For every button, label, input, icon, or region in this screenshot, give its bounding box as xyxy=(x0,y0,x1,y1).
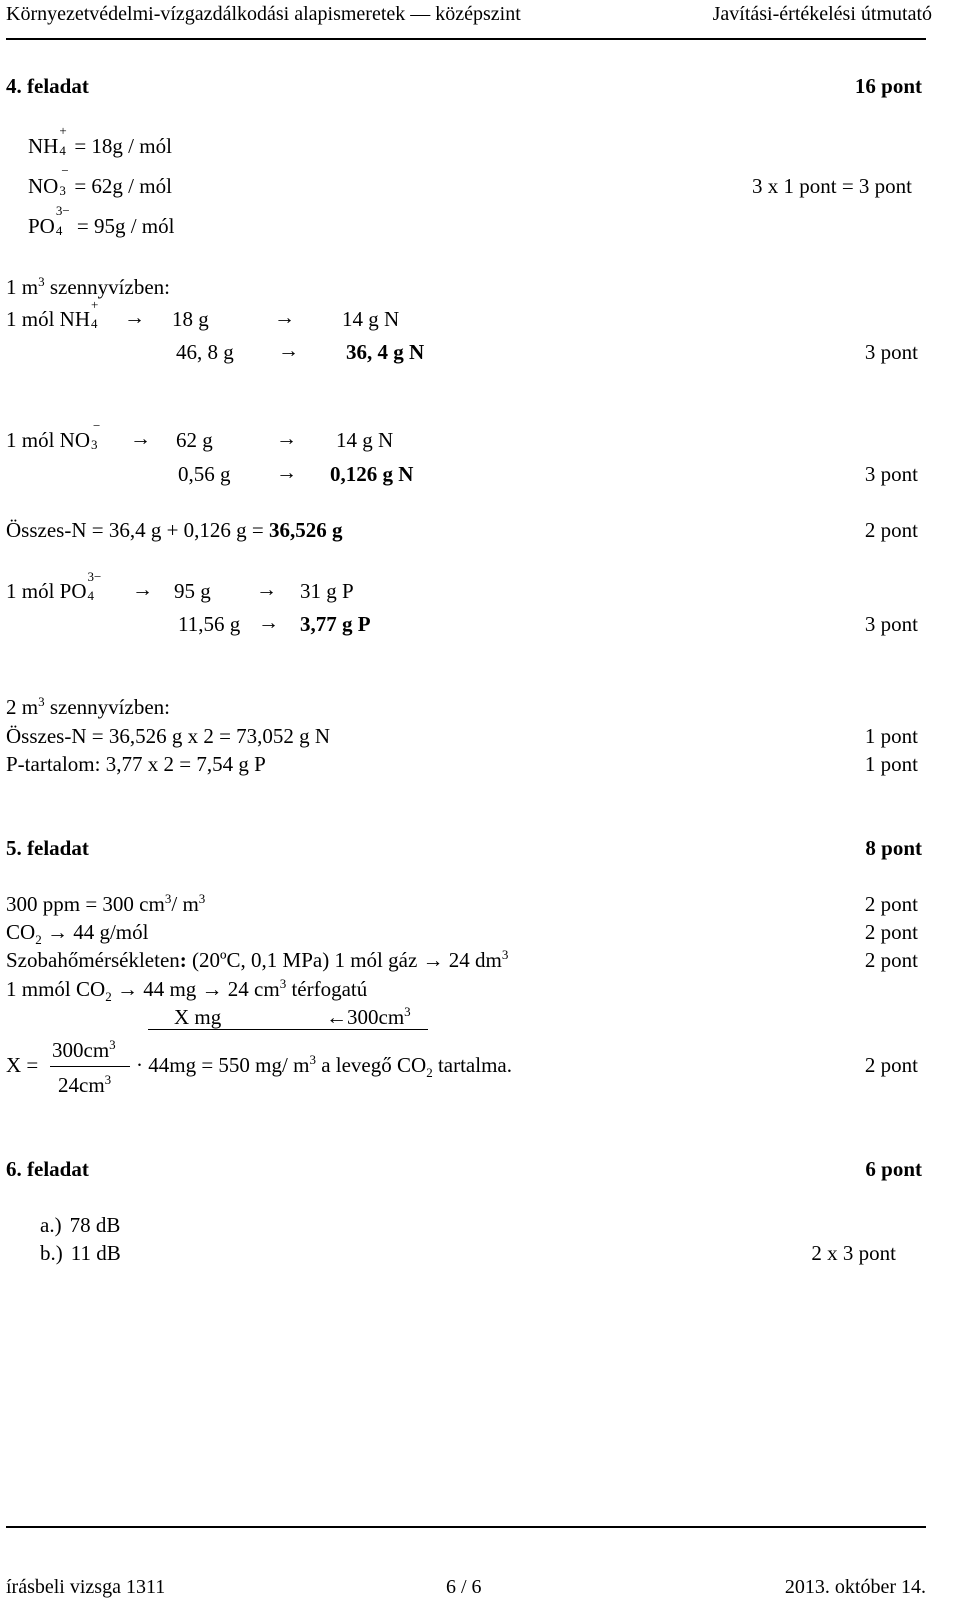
nh4-row1-a: 18 g xyxy=(172,307,209,331)
line-p-content: P-tartalom: 3,77 x 2 = 7,54 g P xyxy=(6,752,266,776)
molar-no3: NO − 3 = 62g / mól xyxy=(28,163,172,198)
po4-row1-prefix: 1 mól PO 3− 4 xyxy=(6,569,102,603)
task6-b: b.) 11 dB xyxy=(40,1241,121,1265)
no3-row2-b: 0,126 g N xyxy=(330,462,414,486)
arrow-right-icon: → xyxy=(258,610,279,634)
line-total-n-2-points: 1 pont xyxy=(864,724,918,748)
nh4-row1-prefix: 1 mól NH + 4 xyxy=(6,297,99,331)
task6-title: 6. feladat xyxy=(6,1157,89,1181)
arrow-right-icon: → xyxy=(422,948,444,972)
task5-x-eq: X = xyxy=(6,1053,39,1077)
header-rule xyxy=(6,38,926,40)
po4-points: 3 pont xyxy=(864,612,918,636)
arrow-right-icon: → xyxy=(274,305,295,329)
total-n: Összes-N = 36,4 g + 0,126 g = 36,526 g xyxy=(6,518,343,542)
arrow-right-icon: → xyxy=(278,338,299,362)
task5-line2-points: 2 pont xyxy=(864,920,918,944)
task5-points: 8 pont xyxy=(865,836,922,860)
arrow-right-icon: → xyxy=(256,577,277,601)
footer-center: 6 / 6 xyxy=(446,1576,482,1598)
nh4-row2-b: 36, 4 g N xyxy=(346,340,425,364)
arrow-right-icon: → xyxy=(130,426,151,450)
arrow-right-icon: → xyxy=(116,977,138,1001)
task5-line4: 1 mmól $CO_2 \to 44$ mg → 24 $cm^3$ térfogatú xyxy=(6,976,368,1005)
task4-points: 16 pont xyxy=(854,74,922,98)
fraction-bar xyxy=(50,1066,130,1067)
footer-left: írásbeli vizsga 1311 xyxy=(6,1576,166,1598)
nh4-points: 3 pont xyxy=(864,340,918,364)
m3-heading: 1 $m^3$ szennyvízben: xyxy=(6,274,170,299)
po4-row1-a: 95 g xyxy=(174,579,211,603)
po4-row2-b: 3,77 g P xyxy=(300,612,371,636)
task5-frac-den: $24cm^3$ xyxy=(58,1072,112,1097)
task5-line3: Szobahőmérsékleten: (20ºC, 0,1 MPa) 1 mól gáz → 24 $dm^3$ xyxy=(6,947,509,972)
task5-line2: $CO_2 \to 44$ g/mól xyxy=(6,920,149,948)
nh4-row1-b: 14 g N xyxy=(342,307,400,331)
task4-title: 4. feladat xyxy=(6,74,89,98)
task6-b-points: 2 x 3 pont xyxy=(811,1241,896,1265)
total-n-points: 2 pont xyxy=(864,518,918,542)
arrow-right-icon: → xyxy=(132,577,153,601)
task6-points: 6 pont xyxy=(865,1157,922,1181)
line-total-n-2: Összes-N = 36,526 g x 2 = 73,052 g N xyxy=(6,724,331,748)
task5-line5: X mg $\leftarrow 300cm^3$ xyxy=(148,1007,428,1030)
no3-row1-a: 62 g xyxy=(176,428,213,452)
po4-row1-b: 31 g P xyxy=(300,579,354,603)
no3-row2-a: 0,56 g xyxy=(178,462,231,486)
header-left: Környezetvédelmi-vízgazdálkodási alapismeretek — középszint xyxy=(6,3,521,25)
arrow-right-icon: → xyxy=(201,977,223,1001)
arrow-right-icon: → xyxy=(124,305,145,329)
po4-row2-a: 11,56 g xyxy=(178,612,241,636)
nh4-row2-a: 46, 8 g xyxy=(176,340,234,364)
arrow-left-icon: ← xyxy=(326,1005,347,1029)
header-right: Javítási-értékelési útmutató xyxy=(712,3,932,25)
footer-rule xyxy=(6,1526,926,1528)
arrow-right-icon: → xyxy=(276,426,297,450)
arrow-right-icon: → xyxy=(276,460,297,484)
task5-line3-points: 2 pont xyxy=(864,948,918,972)
task5-line1-points: 2 pont xyxy=(864,892,918,916)
arrow-right-icon: → xyxy=(46,920,68,944)
task5-title: 5. feladat xyxy=(6,836,89,860)
molar-po4: PO 3− 4 = 95g / mól xyxy=(28,203,175,238)
molar-points: 3 x 1 pont = 3 pont xyxy=(751,174,912,198)
no3-points: 3 pont xyxy=(864,462,918,486)
line-p-points: 1 pont xyxy=(864,752,918,776)
no3-row1-b: 14 g N xyxy=(336,428,394,452)
footer-right: 2013. október 14. xyxy=(784,1576,926,1598)
task5-result-points: 2 pont xyxy=(864,1053,918,1077)
m3-2-heading: 2 $m^3$ szennyvízben: xyxy=(6,694,170,719)
molar-nh4: NH + 4 = 18g / mól xyxy=(28,123,172,158)
task5-line1: 300 ppm = 300 $cm^3/$ $m^3$ xyxy=(6,891,206,916)
task6-a: a.) 78 dB xyxy=(40,1213,121,1237)
task5-frac-num: $300cm^3$ xyxy=(52,1037,116,1062)
task5-result: · 44mg = 550 mg/ $m^3$ a levegő $CO_2$ tartalma. xyxy=(136,1052,512,1081)
no3-row1-prefix: 1 mól NO − 3 xyxy=(6,418,101,452)
